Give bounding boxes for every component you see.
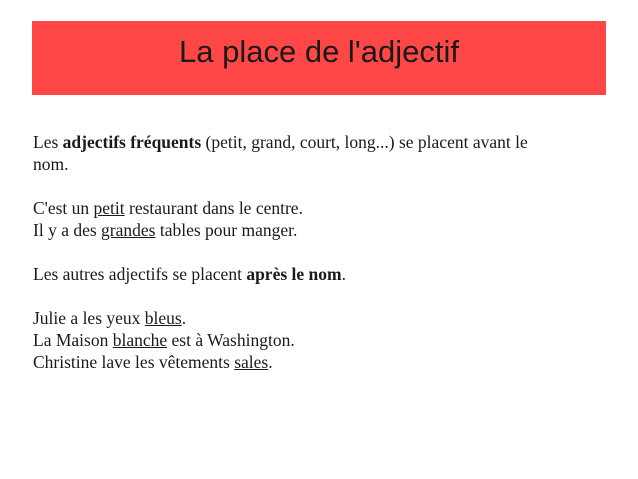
text-run: tables pour manger.: [155, 220, 298, 240]
example-sentence: [33, 307, 613, 329]
text-run: Il y a des: [33, 220, 102, 240]
paragraph-examples-after: [33, 307, 613, 373]
text-line: [33, 263, 613, 285]
text-run: Les: [33, 132, 63, 152]
paragraph-examples-before: [33, 197, 613, 241]
text-run: (petit, grand, court, long...) se placent avant le: [201, 132, 528, 152]
text-run: Julie a les yeux: [33, 308, 145, 328]
underlined-adjective: sales: [234, 352, 269, 372]
text-run: .: [268, 352, 273, 372]
text-run: C'est un: [33, 198, 94, 218]
bold-phrase: adjectifs fréquents: [62, 132, 202, 152]
text-line: [33, 153, 613, 175]
title-bar: [32, 21, 606, 95]
text-line: [33, 131, 613, 153]
underlined-adjective: bleus: [144, 308, 182, 328]
slide-title: La place de l'adjectif: [179, 34, 459, 69]
text-run: Les autres adjectifs se placent: [33, 264, 247, 284]
text-run: nom.: [33, 154, 69, 174]
paragraph-other-adjectives: [33, 263, 613, 285]
underlined-adjective: blanche: [112, 330, 168, 350]
example-sentence: [33, 329, 613, 351]
example-sentence: [33, 351, 613, 373]
paragraph-frequent-adjectives: [33, 131, 613, 175]
underlined-adjective: grandes: [101, 220, 156, 240]
text-run: est à Washington.: [167, 330, 295, 350]
bold-phrase: après le nom: [246, 264, 342, 284]
underlined-adjective: petit: [93, 198, 125, 218]
text-run: La Maison: [33, 330, 113, 350]
slide-body: [33, 131, 613, 373]
example-sentence: [33, 219, 613, 241]
example-sentence: [33, 197, 613, 219]
text-run: .: [341, 264, 346, 284]
text-run: restaurant dans le centre.: [124, 198, 303, 218]
text-run: Christine lave les vêtements: [33, 352, 235, 372]
text-run: .: [181, 308, 187, 328]
